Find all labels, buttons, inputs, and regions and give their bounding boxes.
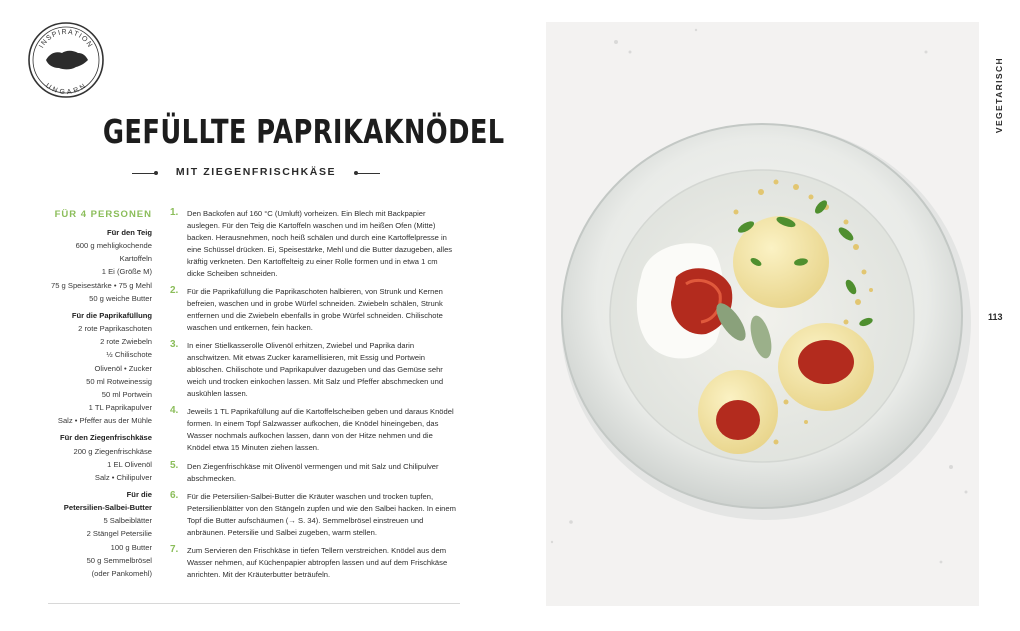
- servings-heading: FÜR 4 PERSONEN: [54, 209, 152, 220]
- step-number: 7.: [170, 544, 179, 556]
- svg-text:INSPIRATION: [38, 29, 93, 50]
- recipe-title: GEFÜLLTE PAPRIKAKNÖDEL: [102, 112, 505, 151]
- ingredient-section-title: Für die Paprikafüllung: [71, 310, 152, 320]
- page-number: 113: [988, 312, 1003, 322]
- ingredient-item: Kartoffeln: [119, 254, 152, 264]
- step-text: In einer Stielkasserolle Olivenöl erhitzen, Zwiebel und Paprika darin anschwitzen. Mit etwas Zucker karamellisieren, mit Essig und Portwein ablöschen. Chilischote und Paprikapulver dazugeben und das Gemüse sehr weich und trocken einkochen lassen. Mit Salz und Pfeffer abschmecken und auskühlen lassen.: [187, 341, 444, 398]
- ingredient-item: 50 ml Portwein: [101, 389, 152, 399]
- step-text: Den Backofen auf 160 °C (Umluft) vorheizen. Ein Blech mit Backpapier auslegen. Für den Teig die Kartoffeln waschen und im heißen Ofen (Mitte) backen. Herausnehmen, noch heiß schälen und durch eine Kartoffelpresse in eine Schüssel drücken. Ei, Speisestärke, Mehl und die Butter dazugeben, alles kräftig verkneten. Den Kartoffelteig zu einer Rolle formen und in etwa 1 cm dicke Scheiben schneiden.: [187, 209, 453, 278]
- step-number: 2.: [170, 285, 179, 297]
- ingredient-section-title: Für die: [126, 489, 152, 499]
- ingredient-item: 200 g Ziegenfrischkäse: [73, 446, 152, 456]
- ingredient-item: 2 Stängel Petersilie: [86, 529, 152, 539]
- instruction-step: [170, 491, 456, 539]
- ingredient-item: 5 Salbeiblätter: [103, 516, 152, 526]
- step-text: Zum Servieren den Frischkäse in tiefen Tellern verstreichen. Knödel aus dem Wasser nehmen, auf Küchenpapier abtropfen lassen und auf dem Frischkäse anrichten. Mit der Kräuterbutter beträufeln.: [187, 546, 448, 580]
- ingredient-item: 2 rote Paprikaschoten: [78, 324, 152, 334]
- instruction-step: [170, 286, 456, 334]
- step-text: Jeweils 1 TL Paprikafüllung auf die Kartoffelscheiben geben und daraus Knödel formen. In einem Topf Salzwasser aufkochen, die Knödel hineingeben, das Wasser nochmals aufkochen lassen, dann von der Hitze nehmen und die Knödel etwa 15 Minuten ziehen lassen.: [187, 407, 454, 453]
- ingredient-item: Olivenöl • Zucker: [94, 363, 152, 373]
- category-label-text: VEGETARISCH: [994, 56, 1004, 134]
- instruction-step: [170, 545, 456, 581]
- hungary-map-icon: [26, 20, 106, 100]
- ingredient-item: ½ Chilischote: [106, 350, 152, 360]
- step-number: 5.: [170, 459, 179, 471]
- ingredient-item: 1 Ei (Größe M): [101, 267, 152, 277]
- ingredients-list: [42, 208, 152, 580]
- subtitle-rule-right: [356, 173, 380, 174]
- ingredient-item: 100 g Butter: [110, 542, 152, 552]
- instructions-list: [170, 208, 456, 588]
- ingredient-item: 2 rote Zwiebeln: [100, 337, 152, 347]
- ingredient-item: 1 EL Olivenöl: [107, 459, 152, 469]
- subtitle-row: [132, 166, 380, 182]
- step-number: 1.: [170, 207, 179, 218]
- page-bottom-rule: [48, 603, 460, 604]
- step-number: 4.: [170, 405, 179, 417]
- ingredient-section-title: Für den Ziegenfrischkäse: [60, 433, 152, 443]
- step-text: Für die Paprikafüllung die Paprikaschoten halbieren, von Strunk und Kernen befreien, waschen und in grobe Würfel schneiden. Zwiebeln schälen, Strunk entfernen und die Zwiebeln ebenfalls in grobe Würfel schneiden. Chilischote waschen und entkernen, fein hacken.: [187, 287, 443, 332]
- instruction-step: [170, 406, 456, 454]
- ingredient-section-title: Petersilien-Salbei-Butter: [63, 503, 152, 513]
- inspiration-stamp: [26, 20, 106, 100]
- ingredient-item: 1 TL Paprikapulver: [88, 403, 152, 413]
- ingredient-item: 50 ml Rotweinessig: [86, 376, 152, 386]
- stamp-top-text: INSPIRATION: [38, 28, 94, 50]
- instruction-step: [170, 208, 456, 279]
- dish-photo: [546, 22, 979, 606]
- ingredient-item: 50 g weiche Butter: [89, 293, 152, 303]
- ingredient-item: Salz • Pfeffer aus der Mühle: [57, 416, 152, 426]
- stamp-bottom-text: UNGARN: [44, 82, 88, 97]
- dish-illustration: [546, 22, 979, 606]
- category-label: [993, 56, 1005, 136]
- instruction-step: [170, 340, 456, 400]
- ingredient-item: 600 g mehligkochende: [75, 241, 152, 251]
- ingredient-item: 50 g Semmelbrösel: [86, 555, 152, 565]
- step-text: Für die Petersilien-Salbei-Butter die Kräuter waschen und trocken tupfen, Petersilienblätter von den Stängeln zupfen und wie den Salbei hacken. In einem Topf die Butter aufschäumen (→ S. 34). Semmelbrösel einstreuen und anbräunen. Petersilie und Salbei zugeben, warm stellen.: [187, 492, 456, 537]
- ingredient-item: 75 g Speisestärke • 75 g Mehl: [50, 280, 152, 290]
- ingredient-section-title: Für den Teig: [107, 228, 152, 237]
- instruction-step: [170, 461, 456, 485]
- step-number: 6.: [170, 490, 179, 501]
- step-number: 3.: [170, 339, 179, 351]
- step-text: Den Ziegenfrischkäse mit Olivenöl vermengen und mit Salz und Chilipulver abschmecken.: [187, 461, 439, 483]
- ingredient-item: (oder Pankomehl): [91, 568, 152, 578]
- ingredient-item: Salz • Chilipulver: [94, 472, 152, 482]
- recipe-subtitle: MIT ZIEGENFRISCHKÄSE: [175, 166, 337, 178]
